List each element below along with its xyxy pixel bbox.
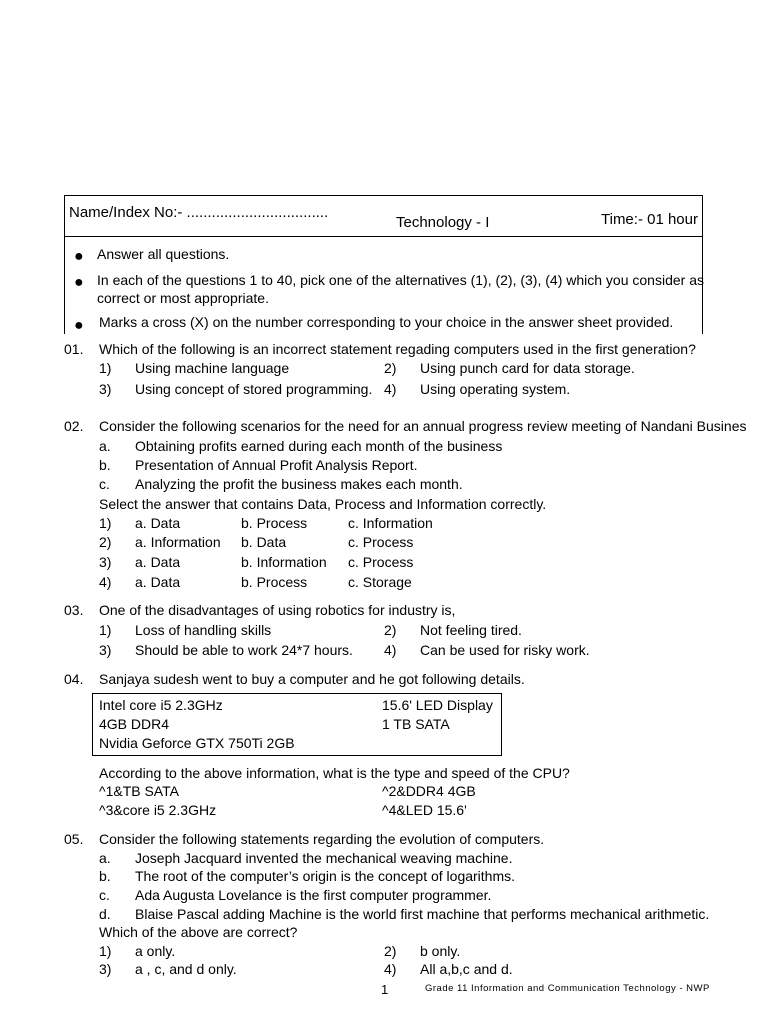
option-text: ^1&TB SATA (99, 783, 179, 799)
option-c: c. Information (348, 515, 433, 531)
option-text: Not feeling tired. (420, 622, 522, 638)
option-number: 1) (99, 360, 112, 376)
option-text: Using operating system. (420, 381, 571, 397)
instruction-3: Marks a cross (X) on the number corresponding to your choice in the answer sheet provided. (99, 314, 674, 330)
name-index-label: Name/Index No:- .................................. (69, 204, 329, 221)
option-b: b. Data (241, 534, 287, 550)
option-number: 3) (99, 554, 112, 570)
item-text: The root of the computer’s origin is the concept of logarithms. (135, 868, 516, 884)
option-number: 1) (99, 622, 112, 638)
option-text: ^2&DDR4 4GB (382, 783, 476, 799)
option-number: 2) (99, 534, 112, 550)
option-a: a. Data (135, 574, 181, 590)
detail-ram: 4GB DDR4 (99, 716, 170, 732)
item-label: a. (99, 850, 111, 866)
question-number: 02. (64, 418, 84, 434)
item-text: Joseph Jacquard invented the mechanical weaving machine. (135, 850, 513, 866)
instruction-1: Answer all questions. (97, 246, 230, 262)
question-text: One of the disadvantages of using robotics for industry is, (99, 602, 456, 618)
question-text: Consider the following statements regarding the evolution of computers. (99, 831, 545, 847)
item-label: a. (99, 438, 111, 454)
item-label: b. (99, 868, 111, 884)
detail-gpu: Nvidia Geforce GTX 750Ti 2GB (99, 735, 295, 751)
option-text: ^3&core i5 2.3GHz (99, 802, 217, 818)
option-b: b. Process (241, 574, 308, 590)
option-text: ^4&LED 15.6' (382, 802, 467, 818)
option-number: 3) (99, 642, 112, 658)
item-label: c. (99, 887, 110, 903)
option-c: c. Process (348, 554, 414, 570)
detail-display: 15.6' LED Display (382, 697, 493, 713)
select-instruction: Select the answer that contains Data, Process and Information correctly. (99, 496, 547, 512)
footer-text: Grade 11 Information and Communication Technology - NWP (425, 983, 710, 994)
option-text: Using punch card for data storage. (420, 360, 635, 376)
option-number: 3) (99, 961, 112, 977)
option-b: b. Process (241, 515, 308, 531)
question-text: Consider the following scenarios for the need for an annual progress review meeting of Nandani Busines (99, 418, 747, 434)
page-number: 1 (381, 982, 389, 997)
option-number: 4) (384, 961, 397, 977)
option-c: c. Storage (348, 574, 412, 590)
option-text: Using concept of stored programming. (135, 381, 373, 397)
option-text: Can be used for risky work. (420, 642, 590, 658)
question-number: 03. (64, 602, 84, 618)
option-number: 1) (99, 943, 112, 959)
detail-cpu: Intel core i5 2.3GHz (99, 697, 223, 713)
question-number: 05. (64, 831, 84, 847)
item-text: Presentation of Annual Profit Analysis Report. (135, 457, 418, 473)
bullet-icon: ● (74, 248, 84, 265)
option-number: 2) (384, 943, 397, 959)
time-label: Time:- 01 hour (601, 211, 698, 228)
instruction-2: In each of the questions 1 to 40, pick one of the alternatives (1), (2), (3), (4) which you consider as (97, 272, 704, 288)
item-label: d. (99, 906, 111, 922)
option-number: 2) (384, 622, 397, 638)
option-c: c. Process (348, 534, 414, 550)
option-text: Should be able to work 24*7 hours. (135, 642, 353, 658)
question-text: Sanjaya sudesh went to buy a computer and he got following details. (99, 671, 525, 687)
option-text: a only. (135, 943, 176, 959)
option-a: a. Data (135, 515, 181, 531)
bullet-icon: ● (74, 274, 84, 291)
option-b: b. Information (241, 554, 327, 570)
bullet-icon: ● (74, 317, 84, 334)
instruction-2-cont: correct or most appropriate. (97, 290, 269, 306)
item-text: Obtaining profits earned during each month of the business (135, 438, 503, 454)
option-a: a. Data (135, 554, 181, 570)
question-text: Which of the following is an incorrect statement regading computers used in the first generation? (99, 341, 696, 357)
option-text: Using machine language (135, 360, 290, 376)
option-text: All a,b,c and d. (420, 961, 513, 977)
option-number: 4) (384, 381, 397, 397)
question-number: 01. (64, 341, 84, 357)
subject-title: Technology - I (396, 214, 490, 231)
option-number: 1) (99, 515, 112, 531)
option-number: 4) (99, 574, 112, 590)
option-number: 3) (99, 381, 112, 397)
item-text: Ada Augusta Lovelance is the first computer programmer. (135, 887, 492, 903)
option-number: 4) (384, 642, 397, 658)
option-text: b only. (420, 943, 461, 959)
which-question: Which of the above are correct? (99, 924, 298, 940)
option-a: a. Information (135, 534, 221, 550)
option-text: Loss of handling skills (135, 622, 272, 638)
question-number: 04. (64, 671, 84, 687)
item-text: Blaise Pascal adding Machine is the world first machine that performs mechanical arithmetic. (135, 906, 710, 922)
item-label: b. (99, 457, 111, 473)
detail-storage: 1 TB SATA (382, 716, 450, 732)
item-label: c. (99, 476, 110, 492)
option-text: a , c, and d only. (135, 961, 237, 977)
option-number: 2) (384, 360, 397, 376)
item-text: Analyzing the profit the business makes each month. (135, 476, 463, 492)
question-text: According to the above information, what is the type and speed of the CPU? (99, 765, 570, 781)
